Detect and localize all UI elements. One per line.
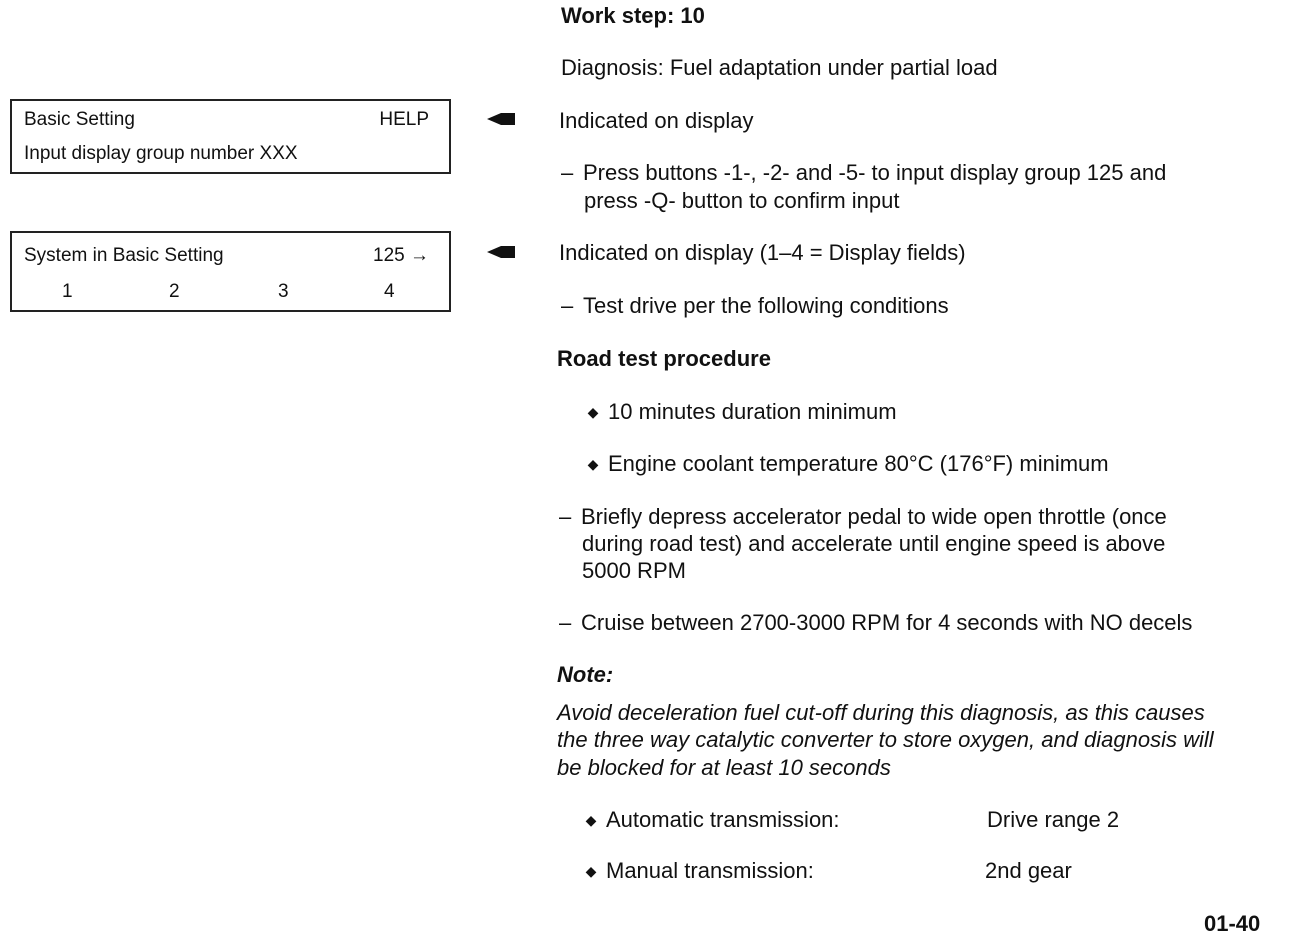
display2-field-4: 4 <box>384 281 395 302</box>
note-heading: Note: <box>557 662 614 687</box>
bullet-coolant <box>586 450 1109 478</box>
bullet-duration <box>586 398 897 426</box>
indicated-on-display-2: Indicated on display (1–4 = Display fields) <box>559 240 966 265</box>
briefly-depress-step <box>559 503 1167 531</box>
pointer-hand-icon <box>487 244 515 260</box>
indicated-on-display-1: Indicated on display <box>559 108 754 133</box>
display2-line1-left: System in Basic Setting <box>24 245 224 266</box>
manual-label: Manual transmission: <box>606 858 814 883</box>
road-test-heading: Road test procedure <box>557 346 771 371</box>
display1-help: HELP <box>379 109 429 130</box>
automatic-value: Drive range 2 <box>987 807 1120 832</box>
display1-line2: Input display group number XXX <box>24 143 298 164</box>
manual-value: 2nd gear <box>985 858 1072 883</box>
display-box-basic-setting <box>10 99 451 174</box>
briefly-line-1: Briefly depress accelerator pedal to wide open throttle (once <box>581 504 1167 529</box>
bullet-duration-text: 10 minutes duration minimum <box>608 399 897 424</box>
press-line-2: press -Q- button to confirm input <box>584 188 900 213</box>
display1-line1-left: Basic Setting <box>24 109 135 130</box>
dash-marker: – <box>559 610 572 635</box>
note-line-3: be blocked for at least 10 seconds <box>557 755 891 780</box>
diamond-bullet-icon: ◆ <box>587 456 599 472</box>
diamond-bullet-icon: ◆ <box>587 404 599 420</box>
page-number: 01-40 <box>1204 911 1261 936</box>
dash-marker: – <box>561 160 574 185</box>
automatic-transmission-row <box>584 806 840 834</box>
briefly-line-2: during road test) and accelerate until engine speed is above <box>582 531 1166 556</box>
display2-field-1: 1 <box>62 281 73 302</box>
diagnosis-text: Diagnosis: Fuel adaptation under partial load <box>561 55 998 80</box>
dash-marker: – <box>561 293 574 318</box>
diamond-bullet-icon: ◆ <box>585 863 597 879</box>
note-line-2: the three way catalytic converter to store oxygen, and diagnosis will <box>557 727 1214 752</box>
display2-line1-right: 125 → <box>373 245 429 266</box>
manual-transmission-row <box>584 857 814 885</box>
bullet-coolant-text: Engine coolant temperature 80°C (176°F) minimum <box>608 451 1109 476</box>
cruise-text: Cruise between 2700-3000 RPM for 4 seconds with NO decels <box>581 610 1193 635</box>
dash-marker: – <box>559 504 572 529</box>
note-line-1: Avoid deceleration fuel cut-off during this diagnosis, as this causes <box>557 700 1205 725</box>
display-box-system-basic-setting <box>10 231 451 312</box>
pointer-hand-icon <box>487 111 515 127</box>
press-buttons-step <box>561 159 1166 187</box>
cruise-step <box>559 609 1192 637</box>
briefly-line-3: 5000 RPM <box>582 558 686 583</box>
test-drive-step <box>561 292 949 320</box>
press-line-1: Press buttons -1-, -2- and -5- to input display group 125 and <box>583 160 1167 185</box>
test-drive-text: Test drive per the following conditions <box>583 293 949 318</box>
work-step-title: Work step: 10 <box>561 3 705 28</box>
automatic-label: Automatic transmission: <box>606 807 840 832</box>
display2-field-3: 3 <box>278 281 289 302</box>
display2-field-2: 2 <box>169 281 180 302</box>
diamond-bullet-icon: ◆ <box>585 812 597 828</box>
